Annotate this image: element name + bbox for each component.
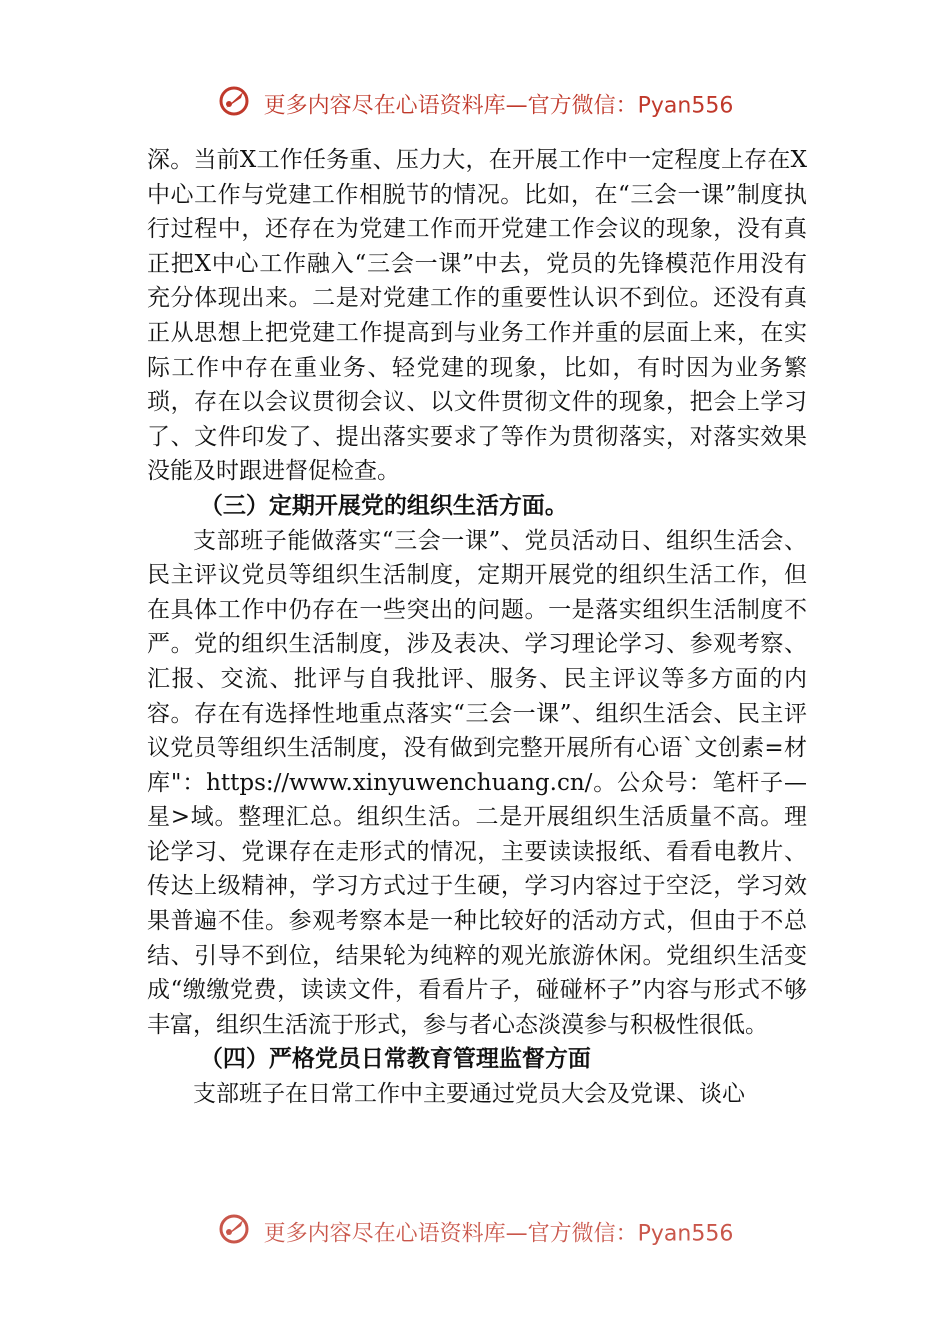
paragraph-1: 深。当前X工作任务重、压力大，在开展工作中一定程度上存在X中心工作与党建工作相脱节的情况。比如，在“三会一课”制度执行过程中，还存在为党建工作而开党建工作会议的现象，没有真正把X中心工作融入“三会一课”中去，党员的先锋模范作用没有充分体现出来。二是对党建工作的重要性认识不到位。还没有真正从思想上把党建工作提高到与业务工作并重的层面上来，在实际工作中存在重业务、轻党建的现象，比如，有时因为业务繁琐，存在以会议贯彻会议、以文件贯彻文件的现象，把会上学习了、文件印发了、提出落实要求了等作为贯彻落实，对落实效果没能及时跟进督促检查。 (147, 147, 807, 485)
watermark-header (0, 84, 950, 124)
logo-icon (217, 84, 251, 124)
paragraph-3: 支部班子在日常工作中主要通过党员大会及党课、谈心 (193, 1081, 745, 1108)
document-body (147, 143, 807, 1112)
section-heading-4: （四）严格党员日常教育管理监督方面 (199, 1045, 591, 1073)
paragraph-2: 支部班子能做落实“三会一课”、党员活动日、组织生活会、民主评议党员等组织生活制度，定期开展党的组织生活工作，但在具体工作中仍存在一些突出的问题。一是落实组织生活制度不严。党的组织生活制度，涉及表决、学习理论学习、参观考察、汇报、交流、批评与自我批评、服务、民主评议等多方面的内容。存在有选择性地重点落实“三会一课”、组织生活会、民主评议党员等组织生活制度，没有做到完整开展所有心语`文创素=材库"：https://www.xinyuwenchuang.cn/。公众号：笔杆子—星>域。整理汇总。组织生活。二是开展组织生活质量不高。理论学习、党课存在走形式的情况，主要读读报纸、看看电教片、传达上级精神，学习方式过于生硬，学习内容过于空泛，学习效果普遍不佳。参观考察本是一种比较好的活动方式，但由于不总结、引导不到位，结果轮为纯粹的观光旅游休闲。党组织生活变成“缴缴党费，读读文件，看看片子，碰碰杯子”内容与形式不够丰富，组织生活流于形式，参与者心态淡漠参与积极性很低。 (147, 527, 807, 1038)
watermark-footer (0, 1212, 950, 1252)
header-text: 更多内容尽在心语资料库—官方微信：Pyan556 (263, 93, 734, 119)
footer-logo-icon (217, 1212, 251, 1252)
section-heading-3: （三）定期开展党的组织生活方面。 (199, 491, 568, 519)
footer-text: 更多内容尽在心语资料库—官方微信：Pyan556 (263, 1221, 734, 1247)
